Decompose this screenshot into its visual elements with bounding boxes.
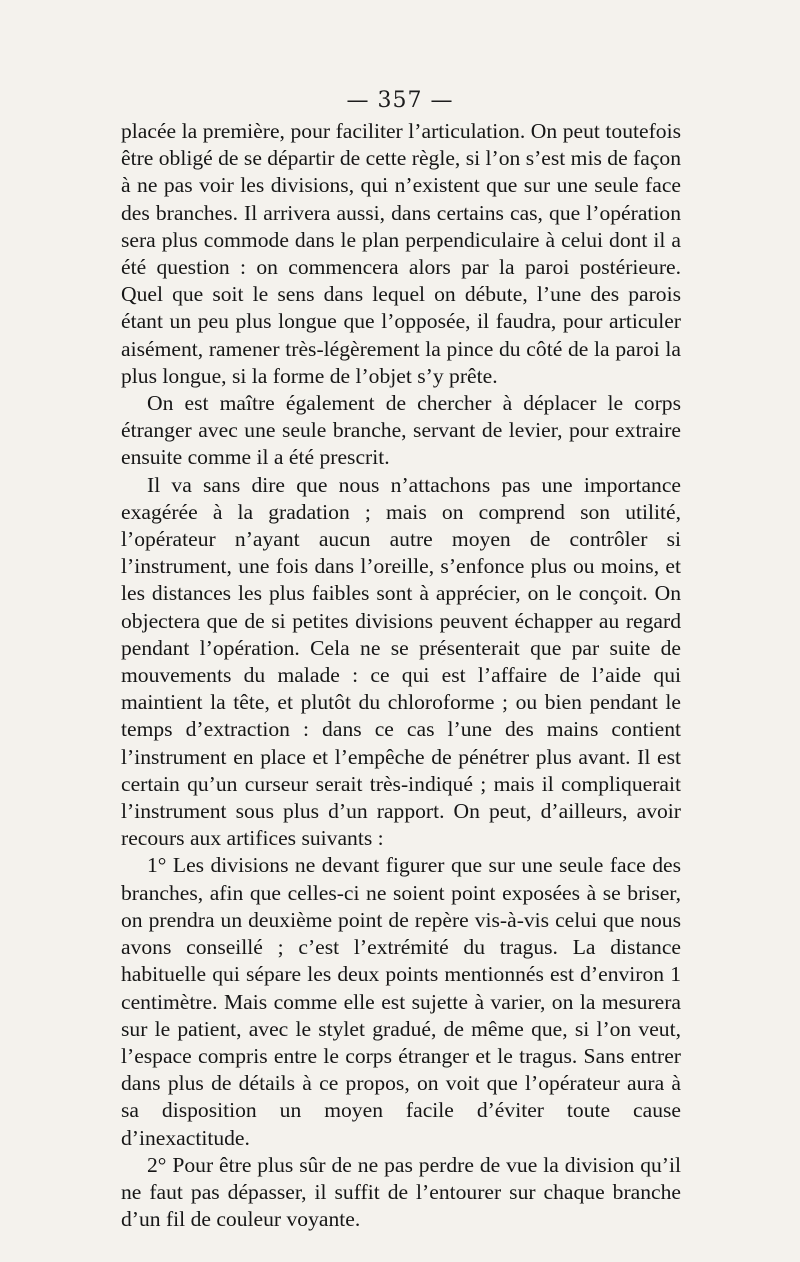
paragraph: On est maître également de chercher à déplacer le corps étranger avec une seule branche, servant de levier, pour extraire ensuite comme il a été prescrit. <box>121 391 681 470</box>
page-number: — 357 — <box>346 88 454 113</box>
paragraph: 2° Pour être plus sûr de ne pas perdre de vue la division qu’il ne faut pas dépasser, il suffit de l’entourer sur chaque branche d’un fil de couleur voyante. <box>121 1152 681 1232</box>
body-text <box>121 118 681 1233</box>
paragraph: Il va sans dire que nous n’attachons pas une importance exagérée à la gradation ; mais on comprend son utilité, l’opérateur n’ayant aucun autre moyen de contrôler si l’instrument, une fois dans l’oreille, s’enfonce plus ou moins, et les distances les plus faibles sont à apprécier, on le conçoit. On objectera que de si petites divisions peuvent échapper au regard pendant l’opération. Cela ne se présenterait que par suite de mouvements du malade : ce qui est l’affaire de l’aide qui maintient la tête, et plutôt du chloroforme ; ou bien pendant le temps d’extraction : dans ce cas l’une des mains contient l’instrument en place et l’empêche de pénétrer plus avant. Il est certain qu’un curseur serait très-indiqué ; mais il compliquerait l’instrument sous plus d’un rapport. On peut, d’ailleurs, avoir recours aux artifices suivants : <box>121 472 681 851</box>
paragraph: 1° Les divisions ne devant figurer que sur une seule face des branches, afin que celles-ci ne soient point exposées à se briser, on prendra un deuxième point de repère vis-à-vis celui que nous avons conseillé ; c’est l’extrémité du tragus. La distance habituelle qui sépare les deux points mentionnés est d’environ 1 centimètre. Mais comme elle est sujette à varier, on la mesurera sur le patient, avec le stylet gradué, de même que, si l’on veut, l’espace compris entre le corps étranger et le tragus. Sans entrer dans plus de détails à ce propos, on voit que l’opérateur aura à sa disposition un moyen facile d’éviter toute cause d’inexactitude. <box>121 853 681 1150</box>
paragraph: placée la première, pour faciliter l’articulation. On peut toutefois être obligé de se départir de cette règle, si l’on s’est mis de façon à ne pas voir les divisions, qui n’existent que sur une seule face des branches. Il arrivera aussi, dans certains cas, que l’opération sera plus commode dans le plan perpendiculaire à celui dont il a été question : on commencera alors par la paroi postérieure. Quel que soit le sens dans lequel on débute, l’une des parois étant un peu plus longue que l’opposée, il faudra, pour articuler aisément, ramener très-légèrement la pince du côté de la paroi la plus longue, si la forme de l’objet s’y prête. <box>121 119 682 388</box>
